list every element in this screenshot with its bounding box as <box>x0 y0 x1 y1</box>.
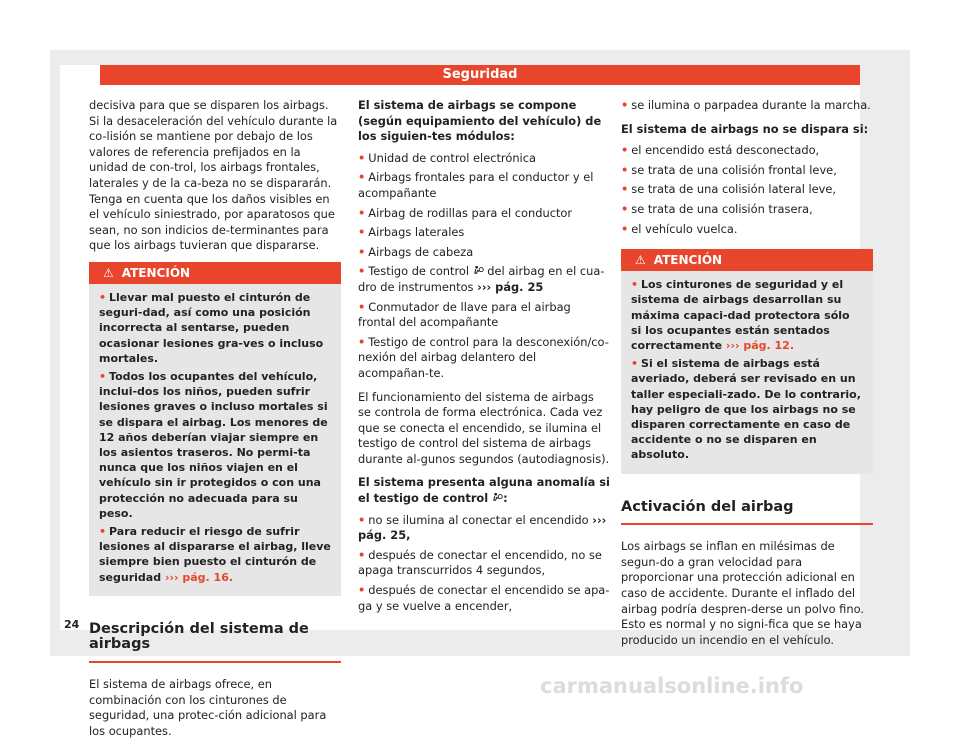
page-reference-link[interactable]: ››› pág. 16. <box>164 570 234 584</box>
section-paragraph: El sistema de airbags ofrece, en combinación con los cinturones de seguridad, una protec-ción adicional para los ocupantes. <box>89 676 327 738</box>
anomaly-heading: El sistema presenta alguna anomalía si el testigo de control : <box>358 475 610 506</box>
bullet-icon: • <box>358 170 366 185</box>
bullet-icon: • <box>621 182 629 197</box>
bullet-icon: • <box>631 357 639 371</box>
bullet-icon: • <box>621 162 629 177</box>
bullet-icon: • <box>358 264 366 279</box>
list-item: • se trata de una colisión frontal leve, <box>621 162 837 177</box>
warning-triangle-icon: ⚠ <box>635 253 646 268</box>
bullet-icon: • <box>99 369 107 383</box>
section-title-descripcion: Descripción del sistema de airbags <box>89 622 341 663</box>
list-item: • se ilumina o parpadea durante la marcha. <box>621 98 871 112</box>
airbag-warning-icon <box>473 265 484 276</box>
watermark: carmanualsonline.info <box>540 674 804 698</box>
warning-body <box>621 271 873 473</box>
bullet-icon: • <box>358 583 366 598</box>
section-title-activacion: Activación del airbag <box>621 500 873 526</box>
list-item: • el vehículo vuelca. <box>621 221 738 236</box>
intro-paragraph: decisiva para que se disparen los airbags. Si la desaceleración del vehículo durante la co-lisión se mantiene por debajo de los valores de referencia prefijados en la unidad de con-trol, los airbags frontales, laterales y de la ca-beza no se dispararán. Tenga en cuenta que los daños visibles en el vehículo siniestrado, por aparatosos que sean, no son indicios de-terminantes para que los airbags tuvieran que dispararse. <box>89 98 338 253</box>
function-paragraph: El funcionamiento del sistema de airbags se controla de forma electrónica. Cada vez que se conecta el encendido, se ilumina el testigo de control del sistema de airbags durante al-gunos segundos (autodiagnosis). <box>358 389 610 466</box>
warning-triangle-icon: ⚠ <box>103 265 114 280</box>
column-1 <box>89 98 341 745</box>
bullet-icon: • <box>358 150 366 165</box>
section-header: Seguridad <box>100 65 860 85</box>
list-item: • se trata de una colisión trasera, <box>621 201 813 216</box>
bullet-icon: • <box>621 221 629 236</box>
warning-item: • Si el sistema de airbags está averiado, deberá ser revisado en un taller especiali-zado. De lo contrario, hay peligro de que los airbags no se disparen correctamente en caso de accidente o no se disparen en absoluto. <box>631 357 861 462</box>
bullet-icon: • <box>358 334 366 349</box>
page-number: 24 <box>64 618 80 631</box>
warning-box-2 <box>621 249 873 473</box>
bullet-icon: • <box>99 290 107 304</box>
no-fire-heading: El sistema de airbags no se dispara si: <box>621 121 869 136</box>
list-item: • Unidad de control electrónica <box>358 150 536 165</box>
list-item: • Testigo de control para la desconexión/co-nexión del airbag delantero del acompañan-te. <box>358 334 609 380</box>
bullet-icon: • <box>358 512 366 527</box>
column-3 <box>621 98 873 654</box>
bullet-icon: • <box>621 201 629 216</box>
list-item: • el encendido está desconectado, <box>621 143 820 158</box>
bullet-icon: • <box>621 98 629 112</box>
warning-body <box>89 284 341 596</box>
section-paragraph: Los airbags se inflan en milésimas de segun-do a gran velocidad para proporcionar una protección adicional en caso de accidente. Durante el inflado del airbag podría despren-derse un polvo fino. Esto es normal y no signi-fica que se haya producido un incendio en el vehículo. <box>621 539 864 647</box>
list-item: • después de conectar el encendido, no se apaga transcurridos 4 segundos, <box>358 547 602 578</box>
warning-box-1 <box>89 262 341 596</box>
list-item: • se trata de una colisión lateral leve, <box>621 182 837 197</box>
warning-title: ATENCIÓN <box>653 253 723 268</box>
warning-item: • Para reducir el riesgo de sufrir lesiones al dispararse el airbag, lleve siempre bien puesto el cinturón de seguridad ››› pág. 16. <box>99 524 331 584</box>
list-item: • Airbags laterales <box>358 225 465 240</box>
list-item: • Testigo de control del airbag en el cua-dro de instrumentos ››› pág. 25 <box>358 264 605 294</box>
warning-header <box>89 262 341 284</box>
list-item: • no se ilumina al conectar el encendido ››› pág. 25, <box>358 512 607 543</box>
list-item: • Airbag de rodillas para el conductor <box>358 205 573 220</box>
bullet-icon: • <box>358 205 366 220</box>
warning-item: • Los cinturones de seguridad y el sistema de airbags desarrollan su máxima capaci-dad protectora sólo si los ocupantes están sentados correctamente ››› pág. 12. <box>631 278 850 352</box>
bullet-icon: • <box>358 299 366 314</box>
bullet-icon: • <box>621 143 629 158</box>
page-reference-link[interactable]: ››› pág. 25, <box>358 512 607 543</box>
modules-heading: El sistema de airbags se compone (según equipamiento del vehículo) de los siguien-tes módulos: <box>358 98 602 144</box>
warning-item: • Llevar mal puesto el cinturón de seguri-dad, así como una posición incorrecta al sentarse, pueden ocasionar lesiones gra-ves o incluso mortales. <box>99 290 324 365</box>
column-2 <box>358 98 610 618</box>
list-item: • después de conectar el encendido se apa-ga y se vuelve a encender, <box>358 583 610 613</box>
bullet-icon: • <box>99 524 107 538</box>
bullet-icon: • <box>358 244 366 259</box>
list-item: • Conmutador de llave para el airbag frontal del acompañante <box>358 299 571 330</box>
page-reference-link[interactable]: ››› pág. 12. <box>725 338 795 352</box>
warning-header <box>621 249 873 271</box>
bullet-icon: • <box>631 278 639 292</box>
warning-title: ATENCIÓN <box>121 265 191 280</box>
airbag-warning-icon <box>492 492 503 503</box>
list-item: • Airbags frontales para el conductor y el acompañante <box>358 170 594 200</box>
bullet-icon: • <box>358 225 366 240</box>
page-reference-link[interactable]: ››› pág. 25 <box>477 279 544 294</box>
bullet-icon: • <box>358 547 366 562</box>
list-item: • Airbags de cabeza <box>358 244 474 259</box>
warning-item: • Todos los ocupantes del vehículo, inclui-dos los niños, pueden sufrir lesiones graves o incluso mortales si se dispara el airbag. Los menores de 12 años deberían viajar siempre en los asientos traseros. No permi-ta nunca que los niños viajen en el vehículo sin ir protegidos o con una protección no adecuada para su peso. <box>99 369 328 520</box>
